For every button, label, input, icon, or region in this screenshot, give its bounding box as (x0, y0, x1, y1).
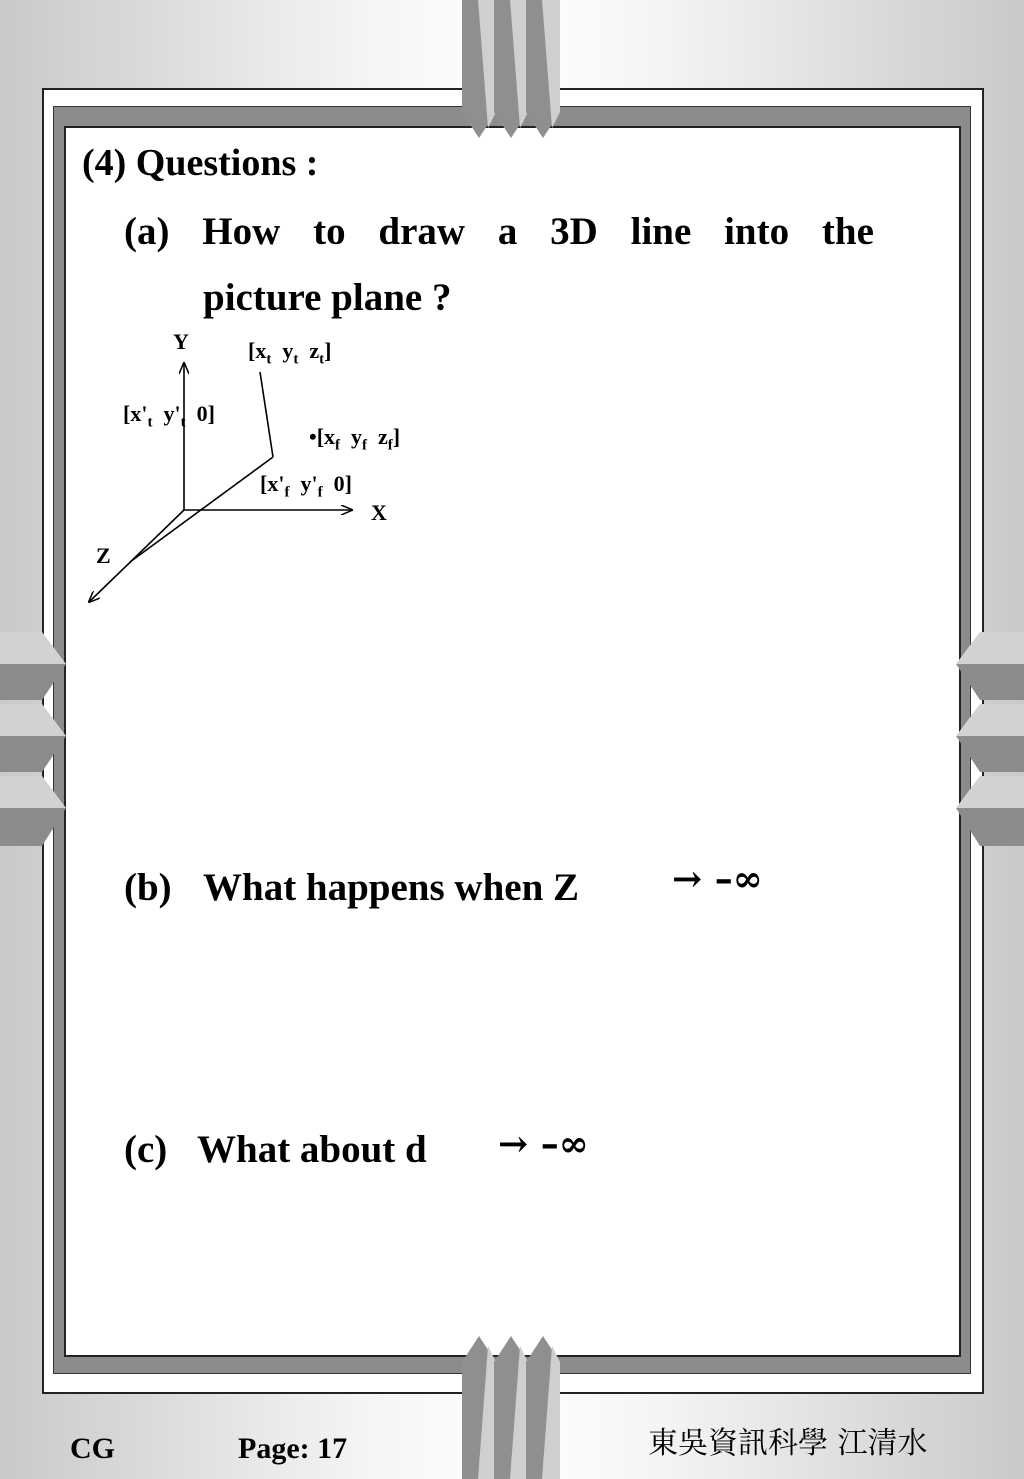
question-c-text: What about d (197, 1128, 427, 1171)
footer-author: 東吳資訊科學 江清水 (648, 1426, 928, 1461)
question-b-limit: → –∞ (672, 858, 763, 900)
proj-t-label: [$x'_t$ $y'_t$ 0] (123, 401, 215, 431)
footer-course: CG (70, 1432, 115, 1465)
axis-label-z: Z (96, 543, 111, 568)
proj-f-label: [$x'_f$ $y'_f$ 0] (260, 471, 352, 501)
axis-label-x: X (371, 500, 387, 525)
question-c-limit: → –∞ (498, 1123, 589, 1165)
question-a-word: (a) (124, 210, 170, 253)
point-t-label: [$x_t$ $y_t$ $z_t$] (248, 338, 332, 368)
section-heading: (4) Questions : (82, 142, 319, 184)
question-b-text: What happens when Z (203, 866, 580, 909)
question-a-word: to (313, 210, 346, 253)
axis-label-y: Y (173, 329, 189, 354)
footer-page-number: Page: 17 (238, 1432, 348, 1465)
question-a-word: 3D (550, 210, 598, 253)
question-a-word: draw (378, 210, 466, 253)
question-a-word: line (630, 210, 692, 253)
question-a-word: into (724, 210, 790, 253)
point-f-label: $•[x_f$ $y_f$ $z_f$] (309, 424, 401, 454)
question-c-label: (c) (124, 1128, 168, 1171)
question-a-word: the (821, 210, 874, 253)
question-a-word: How (202, 210, 281, 253)
question-b-label: (b) (124, 866, 172, 909)
question-a-word: a (497, 210, 518, 253)
question-a-line2: picture plane ? (203, 276, 452, 319)
line-segment-upper (260, 372, 273, 457)
